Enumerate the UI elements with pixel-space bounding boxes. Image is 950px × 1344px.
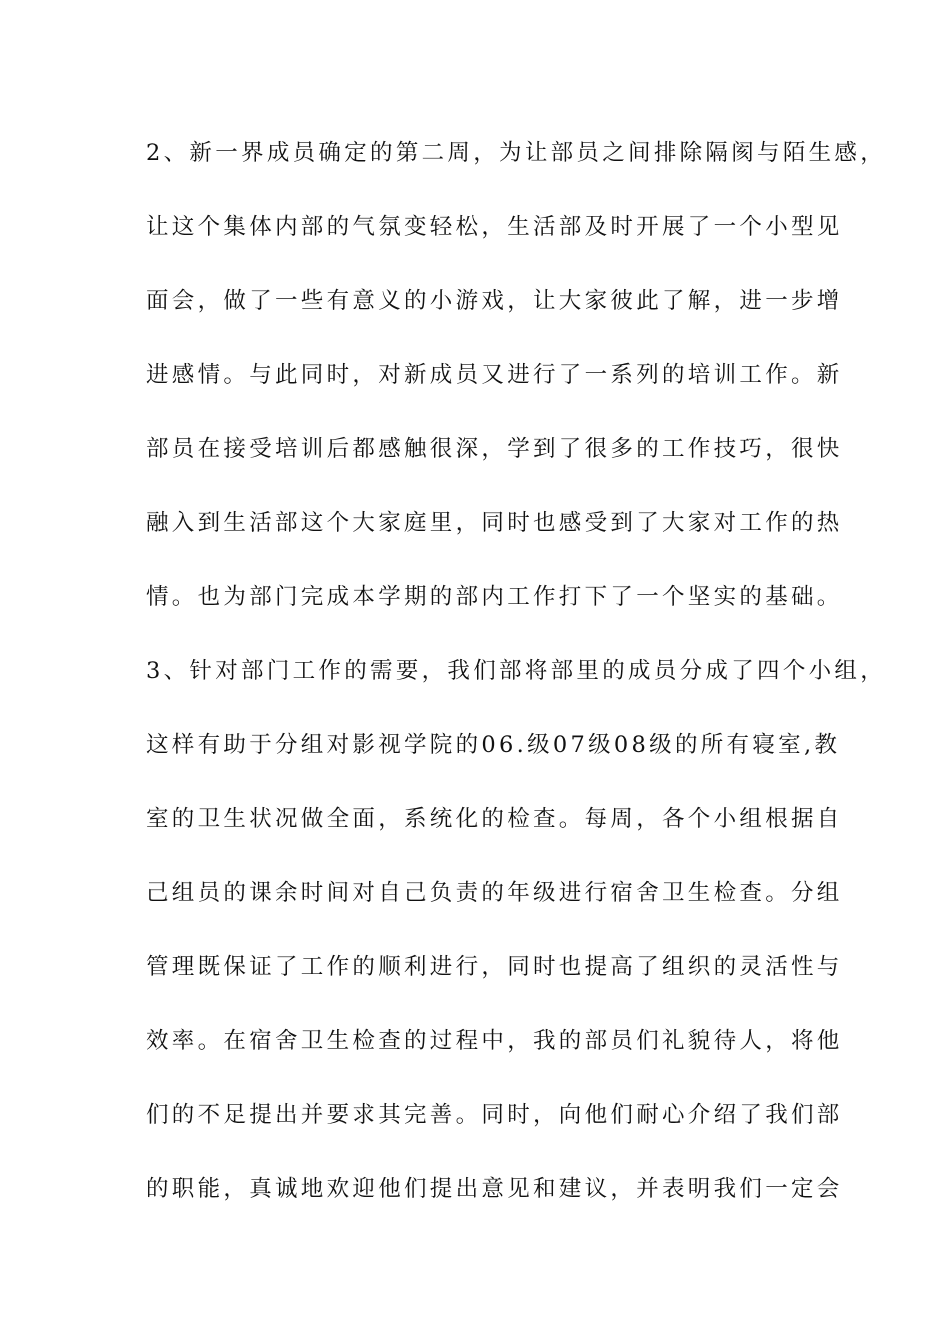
- text-line: 让这个集体内部的气氛变轻松，生活部及时开展了一个小型见: [146, 214, 843, 240]
- text-line: 部员在接受培训后都感触很深，学到了很多的工作技巧，很快: [146, 436, 843, 462]
- text-line: 的职能，真诚地欢迎他们提出意见和建议，并表明我们一定会: [146, 1176, 843, 1202]
- text-line: 3、针对部门工作的需要，我们部将部里的成员分成了四个小组，: [146, 658, 887, 684]
- text-line: 效率。在宿舍卫生检查的过程中，我的部员们礼貌待人，将他: [146, 1028, 843, 1054]
- text-line: 这样有助于分组对影视学院的06.级07级08级的所有寝室,教: [146, 732, 841, 758]
- text-line: 室的卫生状况做全面，系统化的检查。每周，各个小组根据自: [146, 806, 843, 832]
- text-line: 己组员的课余时间对自己负责的年级进行宿舍卫生检查。分组: [146, 880, 843, 906]
- text-line: 管理既保证了工作的顺利进行，同时也提高了组织的灵活性与: [146, 954, 843, 980]
- text-line: 面会，做了一些有意义的小游戏，让大家彼此了解，进一步增: [146, 288, 843, 314]
- text-line: 们的不足提出并要求其完善。同时，向他们耐心介绍了我们部: [146, 1102, 843, 1128]
- text-line: 情。也为部门完成本学期的部内工作打下了一个坚实的基础。: [146, 584, 843, 610]
- document-body: [146, 131, 887, 1241]
- text-line: 2、新一界成员确定的第二周，为让部员之间排除隔阂与陌生感，: [146, 140, 887, 166]
- text-line: 融入到生活部这个大家庭里，同时也感受到了大家对工作的热: [146, 510, 843, 536]
- text-line: 进感情。与此同时，对新成员又进行了一系列的培训工作。新: [146, 362, 843, 388]
